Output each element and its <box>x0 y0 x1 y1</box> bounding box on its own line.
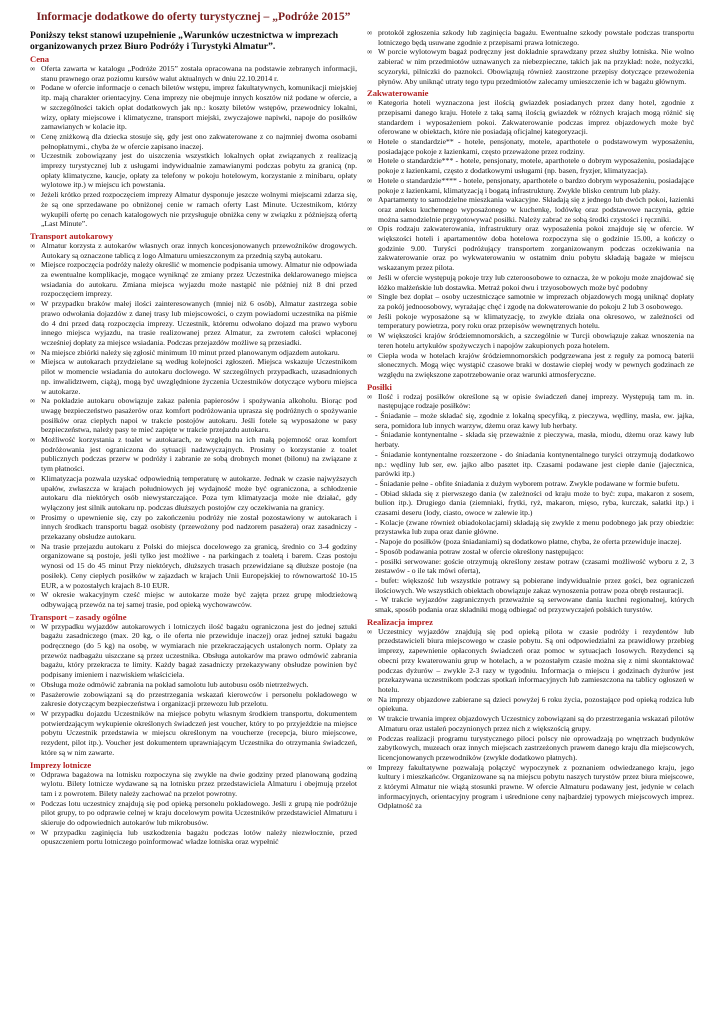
section-heading-cena: Cena <box>30 54 50 64</box>
list-item: - Śniadanie – może składać się, zgodnie z lokalną specyfiką, z pieczywa, wędliny, masła, ew. jajka, sera, pomidora lub innych warzyw, dżemu oraz kawy lub herbaty. <box>375 411 694 430</box>
list-item: ∞ Podczas realizacji programu turystycznego piloci polscy nie oprowadzają po wnętrzach budynków zabytkowych, muzeach oraz innych miejscach zastrzeżonych prawem danego kraju dla miejscowych, licencjonowanych przewodników (zwykle dodatkowo płatnych). <box>367 734 694 763</box>
left-column <box>30 30 357 1018</box>
list-item: - bufet: większość lub wszystkie potrawy są pobierane indywidualnie przez gości, bez ograniczeń ilościowych. We wszystkich obiektach obowiązuje zakaz wynoszenia potraw poza obręb restauracji. <box>375 575 694 595</box>
list-item: - Napoje do posiłków (poza śniadaniami) są dodatkowo płatne, chyba, że oferta przewiduje inaczej. <box>375 537 682 547</box>
list-item: ∞ Uczestnik zobowiązany jest do uiszczenia wszystkich lokalnych opłat związanych z realizacją imprezy turystycznej lub z usługami indywidualnie zamawianymi podczas pobytu za granicą (np. opłaty klimatyczne, kaucje, opłaty za telefony w pokoju hotelowym, korzystanie z minibaru, opłaty wylotowe itp.) w miejscu ich powstania. <box>30 151 357 190</box>
section-heading-transport-autokarowy: Transport autokarowy <box>30 230 113 241</box>
list-item: ∞ W trakcie trwania imprez objazdowych Uczestnicy zobowiązani są do przestrzegania wskazań pilotów Almaturu oraz ustaleń poczynionych przez nich z większością grupy. <box>367 714 694 733</box>
list-item: ∞ Na miejsce zbiórki należy się zgłosić minimum 10 minut przed planowanym odjazdem autokaru. <box>30 348 357 358</box>
list-item: ∞ Na trasie przejazdu autokaru z Polski do miejsca docelowego za granicą, średnio co 3-4 godziny organizowane są postoje, jeśli tylko jest możliwe - na parkingach z toaletą i barem. Czas postoju wynosi od 15 do 45 minut Przy niektórych, dłuższych trasach przewidziane są dłuższe postoje (na posiłek). Ceny ciepłych posiłków w zajazdach w krajach Unii Europejskiej to równowartość 10-15 EUR, a w pozostałych krajach 8-10 EUR. <box>30 542 357 591</box>
list-item: ∞ Odprawa bagażowa na lotnisku rozpoczyna się zwykle na dwie godziny przed planowaną godziną wylotu. Bilety lotnicze wydawane są na lotnisku przez przedstawiciela Almaturu i obejmują przelot tam i z powrotem. Bilety należy zachować na przelot powrotny. <box>30 770 357 799</box>
list-item: - Śniadanie kontynentalne rozszerzone - do śniadania kontynentalnego turyści otrzymują dodatkowo np.: wędliny lub ser, ew. jajko albo pasztet itp. Czasami podawane jest ciepłe danie (jajecznica, parówki itp.) <box>375 449 694 479</box>
page-title: Informacje dodatkowe do oferty turystycznej – „Podróże 2015” <box>36 10 351 23</box>
list-item: ∞ Opis rodzaju zakwaterowania, infrastruktury oraz wyposażenia pokoi znajduje się w ofercie. W większości hoteli i apartamentów doba hotelowa rozpoczyna się o godzinie 15.00, a kończy o godzinie 9.00. Turyści podróżujący transportem zorganizowanym podczas oczekiwania na zakwaterowanie oraz po wykwaterowaniu w ostatnim dniu pobytu składają bagaże w miejscu wskazanym przez pilota. <box>367 224 694 273</box>
list-item: ∞ Jeśli w ofercie występują pokoje trzy lub czteroosobowe to oznacza, że w pokoju może znajdować się łóżko małżeńskie lub dostawka. Metraż pokoi dwu i trzyosobowych może być podobny <box>367 273 694 292</box>
list-item: ∞ W przypadku zaginięcia lub uszkodzenia bagażu podczas lotów należy niezwłocznie, przed opuszczeniem portu lotniczego poinformować władze lotniska oraz wypełnić <box>30 828 357 847</box>
list-item: ∞ Na pokładzie autokaru obowiązuje zakaz palenia papierosów i spożywania alkoholu. Biorąc pod uwagę bezpieczeństwo pasażerów oraz komfort podróżowania uprasza się podróżnych o spożywanie posiłków oraz ciepłych napoi w trakcie postojów autokaru. Jeśli fotele są wyposażone w pasy bezpieczeństwa, należy pasy te mieć zapięte w trakcie przejazdu autokaru. <box>30 396 357 435</box>
list-item: - Obiad składa się z pierwszego dania (w zależności od kraju może to być: zupa, makaron z sosem, bulion itp.). Drugiego dania (ziemniaki, frytki, ryż, makaron, mięso, ryba, kurczak, sałatki itp.) i czasami deseru (lody, ciasto, owoce w zalewie itp.) <box>375 488 694 518</box>
list-zakwaterowanie <box>367 98 694 379</box>
list-item: ∞ Ilość i rodzaj posiłków określone są w opisie świadczeń danej imprezy. Występują tam m. in. następujące rodzaje posiłków: <box>367 392 694 411</box>
list-item: ∞ W większości krajów śródziemnomorskich, a szczególnie w Turcji obowiązuje zakaz wnoszenia na teren hotelu artykułów spożywczych i napojów zakupionych poza hotelem. <box>367 331 694 350</box>
list-item: ∞ Hotele o standardzie*** - hotele, pensjonaty, motele, aparthotele o dobrym wyposażeniu, posiadające pokoje z łazienkami, często z dodatkowymi usługami (np. basen, fryzjer, klimatyzacja). <box>367 156 694 175</box>
list-item: ∞ Pasażerowie zobowiązani są do przestrzegania wskazań kierowców i personelu pokładowego w zakresie dotyczącym bezpieczeństwa i organizacji przewozu lub przelotu. <box>30 690 357 709</box>
list-transport-zasady <box>30 622 357 758</box>
list-lotnicze-cont <box>367 28 694 86</box>
list-item: ∞ Miejsce rozpoczęcia podróży należy określić w momencie podpisania umowy. Almatur nie odpowiada za ewentualne komplikacje, mogące wyniknąć ze zmiany przez Uczestnika deklarowanego miejsca wsiadania do autokaru. Zmiana miejsca wyjazdu może nastąpić nie później niż 8 dni przed rozpoczęciem imprezy. <box>30 260 357 299</box>
list-item: ∞ Single bez dopłat – osoby uczestniczące samotnie w imprezach objazdowych mogą uniknąć dopłaty za pokój jednoosobowy, wyrażając chęć i zgodę na dokwaterowanie do pokoju 2 lub 3 osobowego. <box>367 292 694 311</box>
list-item: ∞ Miejsca w autokarach przydzielane są według kolejności zgłoszeń. Miejsca wskazuje Uczestnikom pilot w momencie wsiadania do autokaru doclowego. W szczególnych przypadkach, uzasadnionych np. inwalidztwem, ciążą), mogą być uwzględnione życzenia Uczestników dotyczące wyboru miejsca w autokarze. <box>30 357 357 396</box>
list-item: ∞ Podczas lotu uczestnicy znajdują się pod opieką personelu pokładowego. Jeśli z grupą nie podróżuje pilot grupy, to po odprawie celnej w kraju docelowym powita Uczestników przedstawiciel Almaturu i skieruje do odpowiednich autokarów lub mikrobusów. <box>30 799 357 828</box>
list-item: - Sposób podawania potraw został w ofercie określony następująco: <box>375 546 584 556</box>
list-item: ∞ Obsługa może odmówić zabrania na pokład samolotu lub autobusu osób nietrzeźwych. <box>30 680 357 690</box>
list-item: - posiłki serwowane: gościе otrzymują określony zestaw potraw (czasami możliwość wyboru z 2, 3 zestawów - o ile tak mówi oferta), <box>375 556 694 576</box>
list-cena <box>30 64 357 229</box>
list-posilki <box>367 392 694 411</box>
list-item: ∞ Jeśli pokoje wyposażone są w klimatyzację, to zwykle działa ona okresowo, w zależności od temperatury powietrza, pory roku oraz przepisów wewnętrznych hotelu. <box>367 312 694 331</box>
list-item: ∞ Oferta zawarta w katalogu „Podróże 2015” została opracowana na podstawie zebranych informacji, stanu prawnego oraz poziomu kursów walut aktualnych w dniu 22.10.2014 r. <box>30 64 357 83</box>
list-item: ∞ Almatur korzysta z autokarów własnych oraz innych koncesjonowanych przewoźników drogowych. Autokary są oznaczone tablicą z logo Almaturu umieszczonym za przednią szybą autokaru. <box>30 241 357 260</box>
list-item: ∞ Podane w ofercie informacje o cenach biletów wstępu, imprez fakultatywnych, komunikacji miejskiej itp. mają charakter orientacyjny. Cena imprezy nie obejmuje innych kosztów niż podane w ofercie, a w szczególności takich opłat dodatkowych jak np.: koszty biletów wstępów, przewodnicy lokalni, wizy, opłaty miejscowe i klimatyczne, transport miejski, zwyczajowe napiwki, napoje do posiłków zamawianych w kolacie itp. <box>30 83 357 132</box>
list-item: ∞ W przypadku braków małej ilości zainteresowanych (mniej niż 6 osób), Almatur zastrzega sobie prawo odwołania dojazdów z danej trasy lub miejscowości, o czym powiadomi uczestnika na piśmie do 4 dni przed datą rozpoczęcia imprezy. Uczestnik, któremu odwołano dojazd ma prawo wyboru innego miejsca wyjazdu, na trasie realizowanej przez Almatur, za zwrotem całości wpłaconej wcześniej dopłaty za miejsce wsiadania. Podczas przejazdów możliwe są przesiadki. <box>30 299 357 348</box>
list-item: ∞ Prosimy o upewnienie się, czy po zakończeniu podróży nie został pozostawiony w autokarach i innych środkach transportu bagaż osobisty (przewożony pod nadzorem pasażera) oraz zasadniczy - przekazany obsłudze autokaru. <box>30 513 357 542</box>
section-heading-imprezy-lotnicze: Imprezy lotnicze <box>30 759 92 770</box>
list-item: ∞ Imprezy fakultatywne pozwalają połączyć wypoczynek z poznaniem odwiedzanego kraju, jego kultury i mieszkańców. Organizowane są na miejscu pobytu naszych turystów przez biura miejscowe, z którymi Almatur nie wiążą stosunki prawne. W ofercie Almaturu podawany jest, jedynie w celach informacyjnych, orientacyjny program i uśrednione ceny najbardziej typowych miejscowych imprez. Odpłatność za <box>367 763 694 812</box>
list-item: ∞ Możliwość korzystania z toalet w autokarach, ze względu na ich małą pojemność oraz komfort podróżowania jest ograniczona do sytuacji nadzwyczajnych. Prosimy o korzystanie z toalet publicznych podczas przerw w podróży i zabranie ze sobą drobnych monet (bilonu) na związane z tym płatności. <box>30 435 357 474</box>
list-item: ∞ Hotele o standardzie** - hotele, pensjonaty, motele, aparthotele o podstawowym wyposażeniu, posiadające pokoje z łazienkami, często przeważone przez rodziny. <box>367 137 694 156</box>
section-heading-realizacja: Realizacja imprez <box>367 616 433 627</box>
list-item: - W trakcie wyjazdów zagranicznych przeważnie są serwowane dania kuchni regionalnej, których smak, sposób podania oraz składniki mogą odbiegać od przyzwyczajeń polskich turystów. <box>375 595 694 615</box>
list-item: - Śniadanie kontynentalne - składa się przeważnie z pieczywa, masła, miodu, dżemu oraz kawy lub herbaty. <box>375 430 694 450</box>
list-posilki-rodzaje <box>367 411 694 615</box>
list-item: ∞ Hotele o standardzie**** - hotele, pensjonaty, aparthotele o bardzo dobrym wyposażeniu, posiadające pokoje z łazienkami, klimatyzacją i bogatą infrastrukturę. Zwykle blisko centrum lub plaży. <box>367 176 694 195</box>
section-heading-transport-zasady: Transport – zasady ogólne <box>30 611 127 622</box>
list-item: ∞ W przypadku wyjazdów autokarowych i lotniczych ilość bagażu ograniczona jest do jednej sztuki bagażu zasadniczego (max. 20 kg, o ile oferta nie przewiduje inaczej) oraz jednej sztuki bagażu podręcznego (do 5 kg) na osobę, w wymiarach nie przekraczających ustalonych norm. Opłaty za przewóz nadbagażu uiszczane są przez uczestnika. Obsługa autokarów ma prawo odmówić zabrania bagażu, który przekracza te limity. Każdy bagaż zasadniczy przekazywany obsłudze powinien być podpisany imieniem i nazwiskiem właściciela. <box>30 622 357 680</box>
list-item: ∞ Ciepła woda w hotelach krajów śródziemnomorskich podgrzewana jest z reguły za pomocą baterii słonecznych. Mogą więc wystąpić czasowe braki w dostawie ciepłej wody w pewnych godzinach ze względu na zwiększone zapotrzebowanie oraz warunki atmosferyczne. <box>367 351 694 380</box>
list-imprezy-lotnicze <box>30 770 357 848</box>
list-item: ∞ protokół zgłoszenia szkody lub zaginięcia bagażu. Ewentualne szkody powstałe podczas transportu lotniczego będą usuwane zgodnie z przepisami prawa lotniczego. <box>367 28 694 47</box>
list-item: ∞ W porcie wylotowym bagaż podręczny jest dokładnie sprawdzany przez służby lotniska. Nie wolno zabierać w nim przedmiotów uznawanych za niebezpieczne, takich jak na przykład: noże, nożyczki, scyzoryki, pilniczki do paznokci. Obowiązują również zaostrzone przepisy dotyczące przewożenia płynów. Aby uniknąć utraty tego typu przedmiotów zalecamy umieszczenie ich w bagażu głównym. <box>367 47 694 86</box>
list-item: ∞ Uczestnicy wyjazdów znajdują się pod opieką pilota w czasie podróży i rezydentów lub przedstawicieli biura miejscowego w czasie pobytu. Są oni odpowiedzialni za prawidłowy przebieg imprezy, zapewnienie opłaconych świadczeń oraz pomoc w sytuacjach losowych. Rezydenci są obecni przy kwaterowaniu grup w hotelach, a w pozostałym czasie można się z nimi skontaktować podczas dyżurów – zwykle 2-3 razy w tygodniu. Informacja o miejscu i godzinach dyżurów jest przekazywana uczestnikom podczas spotkań informacyjnych lub zamieszczona na tablicy ogłoszeń w hotelu. <box>367 627 694 695</box>
right-column <box>367 28 694 1018</box>
list-item: ∞ W okresie wakacyjnym cześć miejsc w autokarze może być zajęta przez grupę młodzieżową odbywającą przewóz na tej samej trasie, pod opieką wychowawców. <box>30 590 357 609</box>
list-item: ∞ Apartamenty to samodzielne mieszkania wakacyjne. Składają się z jednego lub dwóch pokoi, łazienki oraz aneksu kuchennego wyposażonego w kuchenkę, lodówkę oraz podstawowe naczynia, gdzie można samodzielnie przygotowywać posiłki. Należy zabrać ze sobą środki czystości i ręczniki. <box>367 195 694 224</box>
section-heading-posilki: Posiłki <box>367 381 392 392</box>
list-item: ∞ Kategoria hoteli wyznaczona jest ilością gwiazdek posiadanych przez dany hotel, zgodnie z przepisami danego kraju. Hotele z taką samą ilością gwiazdek w różnych krajach mogą różnić się standardem i wyposażeniem pokoi. Zakwaterowanie podczas imprez objazdowych może być oferowane w obiektach, które nie posiadają oficjalnej kategoryzacji. <box>367 98 694 137</box>
list-realizacja <box>367 627 694 811</box>
list-item: ∞ W przypadku dojazdu Uczestników na miejsce pobytu własnym środkiem transportu, dokumentem potwierdzającym wykupienie określonych świadczeń jest voucher, który to po przyjeździe na miejsce pobytu Uczestnik przedstawia w miejscu określonym na voucherze (recepcja, biuro miejscowe, rezydent, pilot itp.). Voucher jest dokumentem uprawniającym Uczestnika do otrzymania świadczeń, które są w nim zawarte. <box>30 709 357 758</box>
list-item: - Kolacje (zwane również obiadokolacjami) składają się zwykle z menu podobnego jak przy obiedzie: przystawka lub zupa oraz danie główne. <box>375 517 694 537</box>
section-heading-zakwaterowanie: Zakwaterowanie <box>367 88 429 99</box>
list-item: ∞ Na imprezy objazdowe zabierane są dzieci powyżej 6 roku życia, pozostające pod opieką rodzica lub opiekuna. <box>367 695 694 714</box>
list-item: ∞ Jeżeli krótko przed rozpoczęciem imprezy Almatur dysponuje jeszcze wolnymi miejscami zdarza się, że są one sprzedawane po obniżonej cenie w ramach oferty Last Minute. Uczestnikom, którzy wykupili ofertę po cenach katalogowych nie przysługuje obniżka ceny w związku z późniejszą ofertą „Last Minute”. <box>30 190 357 229</box>
list-item: - Śniadanie pełne - obfite śniadania z dużym wyborem potraw. Zwykle podawane w formie bufetu. <box>375 478 680 488</box>
list-transport-autokarowy <box>30 241 357 610</box>
intro-lead: Poniższy tekst stanowi uzupełnienie „Warunków uczestnictwa w imprezach organizowanych przez Biuro Podróży i Turystyki Almatur”. <box>30 30 339 52</box>
list-item: ∞ Cenę zniżkową dla dziecka stosuje się, gdy jest ono zakwaterowane z co najmniej dwoma osobami pełnopłatnymi., chyba że w ofercie zapisano inaczej. <box>30 132 357 151</box>
list-item: ∞ Klimatyzacja pozwala uzyskać odpowiednią temperaturę w autokarze. Jednak w czasie najwyższych upałów, zwłaszcza w krajach południowych jej wydajność może być ograniczona, a schłodzenie autokaru dla niektórych osób niewystarczające. Poza tym klimatyzacja może nie działać, gdy wyłączony jest silnik autokaru np. podczas dłuższych postojów czy oczekiwania na granicy. <box>30 474 357 513</box>
